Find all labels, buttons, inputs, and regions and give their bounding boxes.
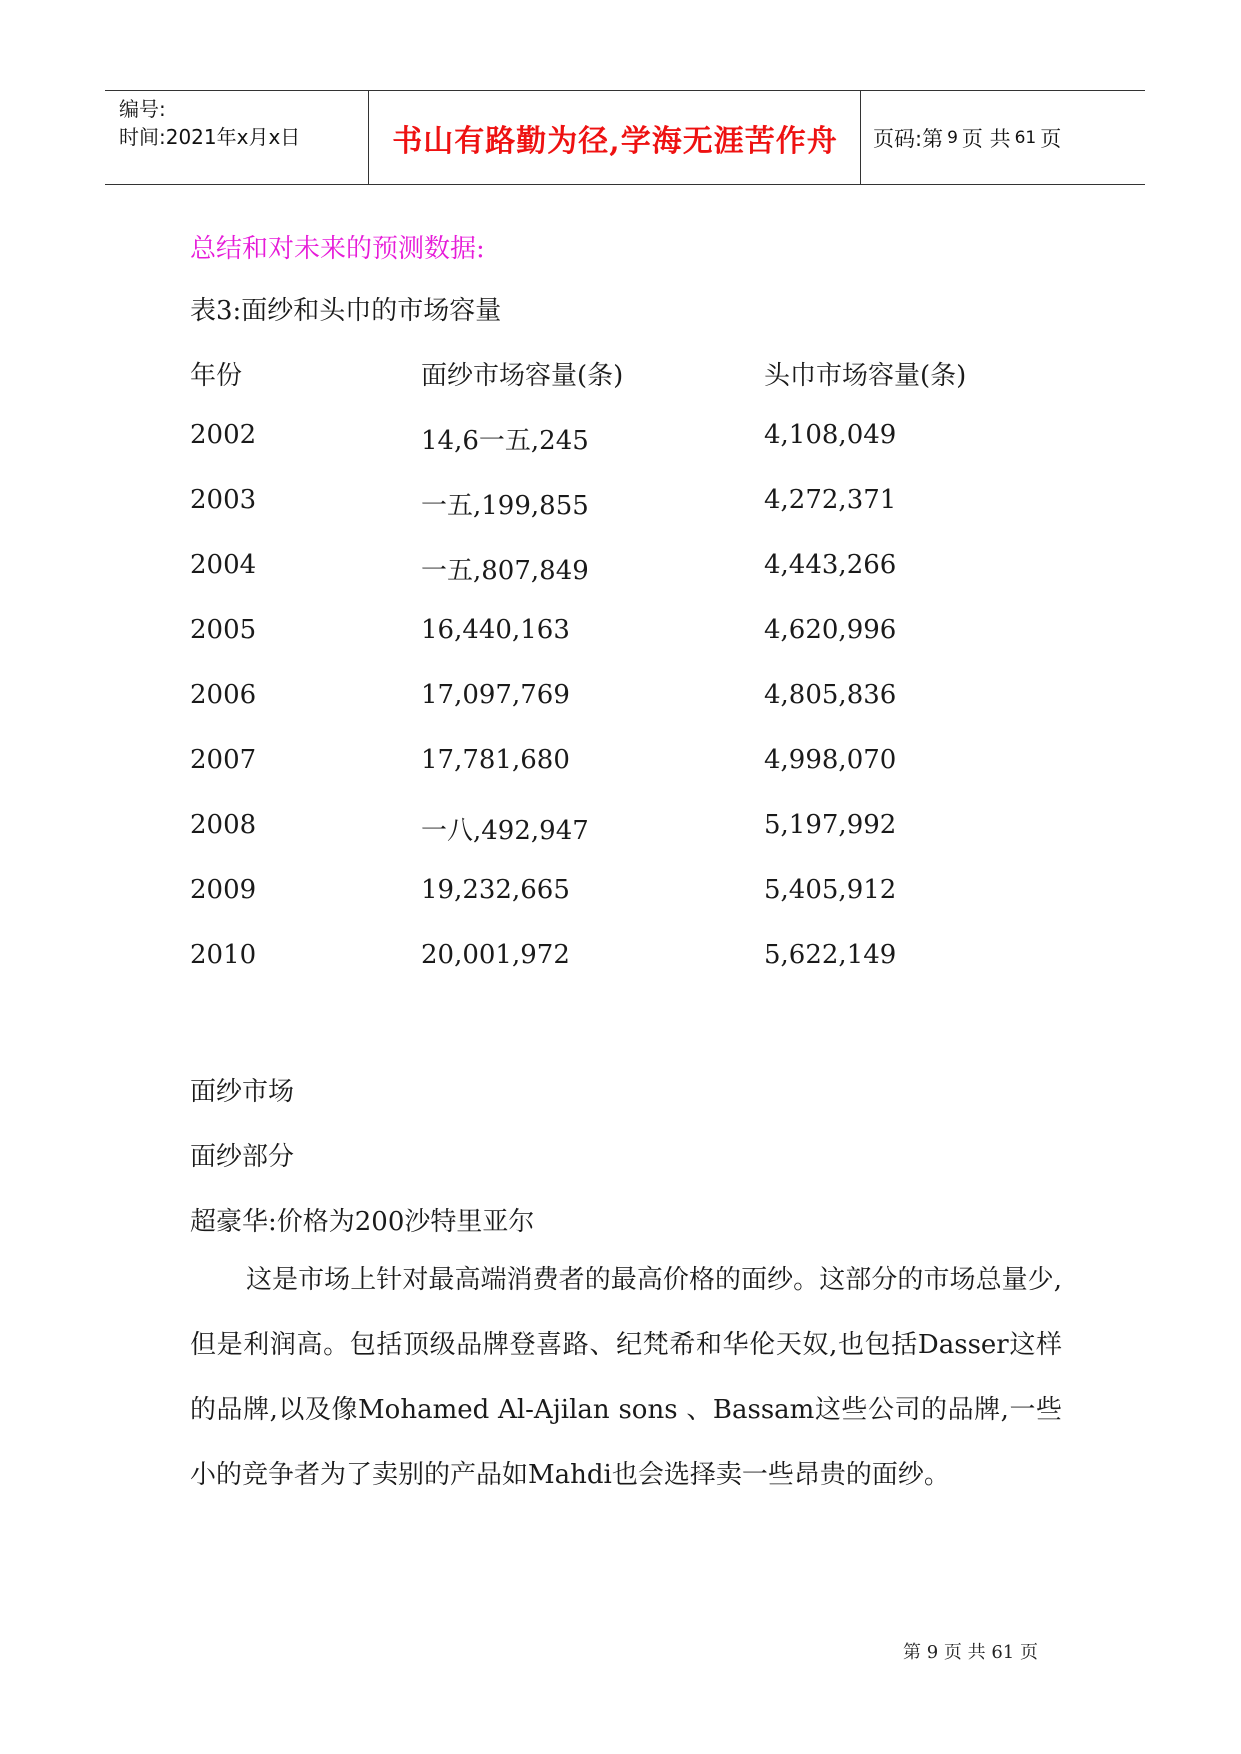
table-title: 表3:面纱和头巾的市场容量 xyxy=(190,296,502,326)
table-cell-veil: 一五,199,855 xyxy=(421,491,589,521)
table-cell-veil: 17,097,769 xyxy=(421,680,570,710)
table-cell-veil: 17,781,680 xyxy=(421,745,570,775)
table-row xyxy=(190,810,1090,850)
table-cell-veil: 19,232,665 xyxy=(421,875,570,905)
table-cell-scarf: 5,197,992 xyxy=(764,810,897,840)
page-total: 61 xyxy=(1014,127,1037,148)
table-cell-year: 2004 xyxy=(190,550,257,580)
table-header-veil: 面纱市场容量(条) xyxy=(421,361,624,391)
table-header-scarf: 头巾市场容量(条) xyxy=(764,361,967,391)
table-cell-veil: 一八,492,947 xyxy=(421,816,589,846)
table-cell-veil: 一五,807,849 xyxy=(421,556,589,586)
summary-heading: 总结和对未来的预测数据: xyxy=(190,234,485,264)
page-header xyxy=(105,90,1145,185)
table-header-row xyxy=(190,355,1090,395)
table-cell-scarf: 5,405,912 xyxy=(764,875,897,905)
header-motto: 书山有路勤为径,学海无涯苦作舟 xyxy=(392,123,838,159)
page-prefix: 页码:第 xyxy=(873,126,944,151)
time-label: 时间:2021年x月x日 xyxy=(119,125,301,149)
table-row xyxy=(190,420,1090,460)
table-row xyxy=(190,745,1090,785)
table-cell-scarf: 4,620,996 xyxy=(764,615,897,645)
table-cell-year: 2006 xyxy=(190,680,257,710)
table-cell-year: 2010 xyxy=(190,940,257,970)
table-cell-year: 2005 xyxy=(190,615,257,645)
number-label: 编号: xyxy=(119,97,166,121)
table-cell-year: 2002 xyxy=(190,420,257,450)
table-cell-scarf: 4,998,070 xyxy=(764,745,897,775)
page-footer: 第 9 页 共 61 页 xyxy=(903,1642,1038,1663)
table-cell-scarf: 4,108,049 xyxy=(764,420,897,450)
section-title: 面纱市场 xyxy=(190,1077,295,1107)
table-cell-year: 2008 xyxy=(190,810,257,840)
table-row xyxy=(190,485,1090,525)
table-cell-scarf: 4,805,836 xyxy=(764,680,897,710)
table-cell-veil: 14,6一五,245 xyxy=(421,426,589,456)
table-cell-year: 2003 xyxy=(190,485,257,515)
header-meta xyxy=(119,91,371,184)
header-divider xyxy=(860,91,861,184)
header-page-info xyxy=(873,91,1061,184)
page-suffix: 页 xyxy=(1040,126,1062,151)
table-row xyxy=(190,550,1090,590)
header-divider xyxy=(368,91,369,184)
subsection-title: 面纱部分 xyxy=(190,1142,295,1172)
body-paragraph xyxy=(190,1248,1062,1508)
table-row xyxy=(190,615,1090,655)
table-cell-year: 2007 xyxy=(190,745,257,775)
category-line: 超豪华:价格为200沙特里亚尔 xyxy=(190,1207,535,1237)
table-cell-veil: 16,440,163 xyxy=(421,615,570,645)
table-row xyxy=(190,875,1090,915)
table-cell-scarf: 4,443,266 xyxy=(764,550,897,580)
table-row xyxy=(190,940,1090,980)
table-cell-year: 2009 xyxy=(190,875,257,905)
table-row xyxy=(190,680,1090,720)
table-cell-scarf: 4,272,371 xyxy=(764,485,897,515)
table-cell-scarf: 5,622,149 xyxy=(764,940,897,970)
page-current: 9 xyxy=(947,127,958,148)
page-mid: 页 共 xyxy=(961,126,1011,151)
table-header-year: 年份 xyxy=(190,361,243,391)
table-cell-veil: 20,001,972 xyxy=(421,940,570,970)
paragraph-text: 这是市场上针对最高端消费者的最高价格的面纱。这部分的市场总量少,但是利润高。包括顶级品牌登喜路、纪梵希和华伦天奴,也包括Dasser这样的品牌,以及像Mohamed Al-Ajilan sons 、Bassam这些公司的品牌,一些小的竞争者为了卖别的产品如Mahdi也会选择卖一些昂贵的面纱。 xyxy=(190,1265,1062,1490)
